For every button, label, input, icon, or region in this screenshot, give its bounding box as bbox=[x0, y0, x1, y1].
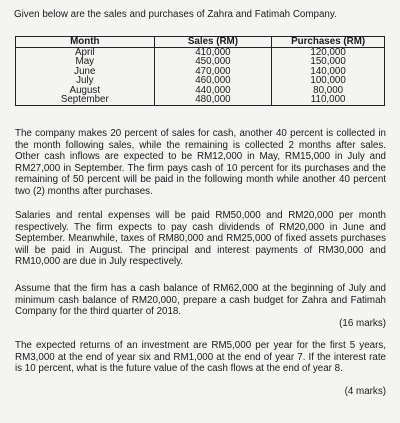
paragraph-collections: The company makes 20 percent of sales for cash, another 40 percent is collected in the month following sales, while the remaining is collected 2 months after sales. Other cash inflows are expected to be RM12,000 in May, RM15,000 in July and RM27,000 in September. The firm pays cash of 10 percent for its purchases and the remaining of 50 percent will be paid in the following month while another 40 percent two (2) months after purchases. bbox=[15, 128, 386, 197]
cell-month: May bbox=[16, 57, 155, 67]
paragraph-expenses: Salaries and rental expenses will be paid RM50,000 and RM20,000 per month respectively. The firm expects to pay cash dividends of RM20,000 in June and September. Meanwhile, taxes of RM80,000 and RM25,000 of fixed assets purchases will be paid in August. The principal and interest payments of RM30,000 and RM10,000 are due in July respectively. bbox=[15, 210, 386, 268]
paragraph-future-value-question: The expected returns of an investment are RM5,000 per year for the first 5 years, RM3,000 at the end of year six and RM1,000 at the end of year 7. If the interest rate is 10 percent, what is the future value of the cash flows at the end of year 8. bbox=[15, 340, 386, 375]
header-purchases: Purchases (RM) bbox=[272, 37, 385, 48]
cell-month: August bbox=[16, 86, 155, 96]
marks-label: (4 marks) bbox=[344, 386, 386, 397]
cell-sales: 460,000 bbox=[154, 76, 272, 86]
intro-text: Given below are the sales and purchases of Zahra and Fatimah Company. bbox=[14, 9, 337, 20]
cell-purchases: 80,000 bbox=[272, 86, 385, 96]
header-month: Month bbox=[16, 37, 155, 48]
cell-purchases: 110,000 bbox=[272, 95, 385, 105]
sales-purchases-table bbox=[15, 36, 385, 106]
cell-purchases: 150,000 bbox=[272, 57, 385, 67]
cell-month: September bbox=[16, 95, 155, 105]
cell-purchases: 140,000 bbox=[272, 67, 385, 77]
cell-purchases: 120,000 bbox=[272, 47, 385, 57]
table-header-row bbox=[16, 37, 385, 48]
cell-month: June bbox=[16, 67, 155, 77]
cell-sales: 480,000 bbox=[154, 95, 272, 105]
cell-sales: 440,000 bbox=[154, 86, 272, 96]
table-row bbox=[16, 95, 385, 105]
cell-sales: 470,000 bbox=[154, 67, 272, 77]
cell-sales: 450,000 bbox=[154, 57, 272, 67]
header-sales: Sales (RM) bbox=[154, 37, 272, 48]
cell-purchases: 100,000 bbox=[272, 76, 385, 86]
cell-month: July bbox=[16, 76, 155, 86]
paragraph-cash-budget-question: Assume that the firm has a cash balance of RM62,000 at the beginning of July and minimum cash balance of RM20,000, prepare a cash budget for Zahra and Fatimah Company for the third quarter of 2018. bbox=[15, 283, 386, 318]
cell-sales: 410,000 bbox=[154, 47, 272, 57]
marks-label: (16 marks) bbox=[339, 318, 386, 329]
cell-month: April bbox=[16, 47, 155, 57]
